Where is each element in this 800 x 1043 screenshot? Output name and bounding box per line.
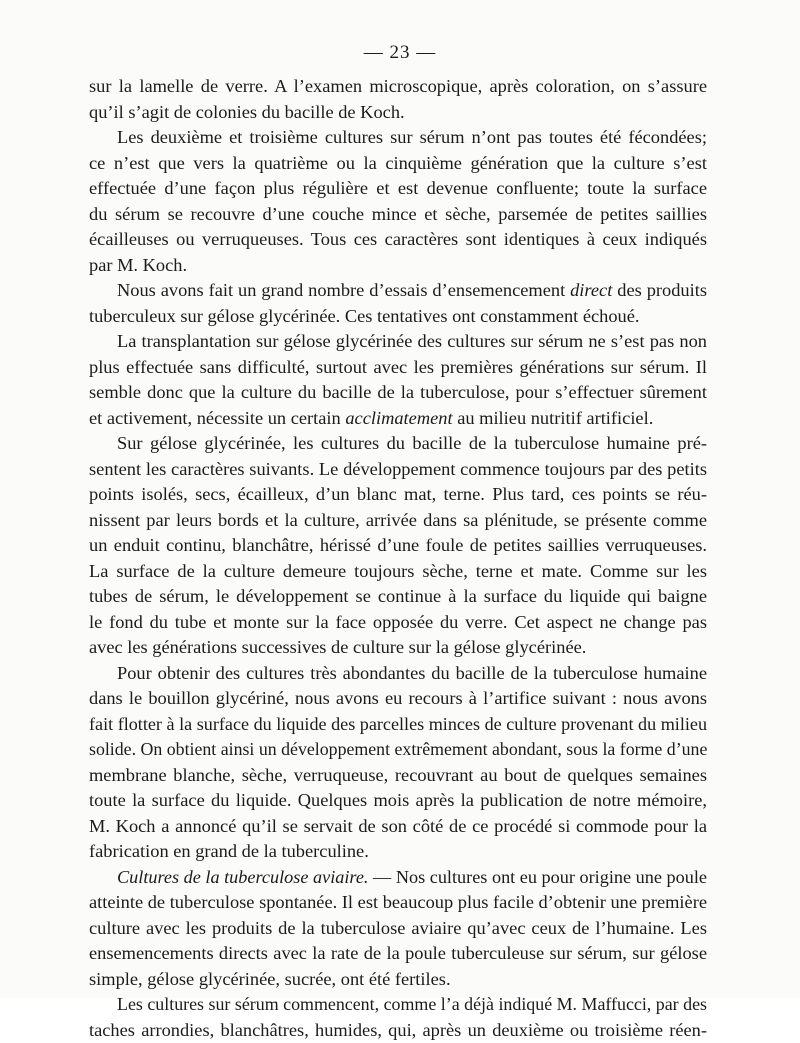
text-run: La transplantation sur gélose glycérinée des cultures sur sérum ne s’est pas non	[117, 331, 707, 351]
text-run: toute la surface du liquide. Quelques mois après la publication de notre mémoire,	[89, 790, 707, 810]
text-run: ensemencements directs avec la rate de la poule tuberculeuse sur sérum, sur gélose	[89, 943, 707, 963]
text-line	[89, 610, 707, 636]
text-line	[89, 788, 707, 814]
text-run: solide. On obtient ainsi un développement extrêmement abondant, sous la forme d’une	[89, 739, 707, 759]
text-run: dans le bouillon glycériné, nous avons eu recours à l’artifice suivant : nous avons	[89, 688, 707, 708]
text-run: M. Koch a annoncé qu’il se servait de son côté de ce procédé si commode pour la	[89, 816, 707, 836]
text-run: effectuée d’une façon plus régulière et est devenue confluente; toute la surface	[89, 178, 707, 198]
text-run: ce n’est que vers la quatrième ou la cinquième génération que la culture s’est	[89, 153, 707, 173]
text-line	[89, 763, 707, 789]
text-run: tubes de sérum, le développement se continue à la surface du liquide qui baigne	[89, 586, 707, 606]
text-run: qu’il s’agit de colonies du bacille de Koch.	[89, 102, 405, 122]
text-run: La surface de la culture demeure toujours sèche, terne et mate. Comme sur les	[89, 561, 707, 581]
text-line	[89, 278, 707, 304]
italic-text-run: acclimatement	[345, 408, 452, 428]
text-run: atteinte de tuberculose spontanée. Il est beaucoup plus facile d’obtenir une première	[89, 892, 707, 912]
text-run: Les deuxième et troisième cultures sur sérum n’ont pas toutes été fécondées;	[117, 127, 707, 147]
text-run: plus effectuée sans difficulté, surtout avec les premières générations sur sérum. Il	[89, 357, 707, 377]
text-run: fait flotter à la surface du liquide des parcelles minces de culture provenant du milieu	[89, 714, 707, 734]
text-line	[89, 890, 707, 916]
text-line	[89, 916, 707, 942]
text-run: sentent les caractères suivants. Le développement commence toujours par des petits	[89, 459, 707, 479]
text-run: au milieu nutritif artificiel.	[453, 408, 654, 428]
italic-text-run: Cultures de la tuberculose aviaire.	[117, 867, 368, 887]
text-line	[89, 814, 707, 840]
text-run: du sérum se recouvre d’une couche mince et sèche, parsemée de petites saillies	[89, 204, 707, 224]
text-run: culture avec les produits de la tuberculose aviaire qu’avec ceux de l’humaine. Les	[89, 918, 707, 938]
text-line	[89, 457, 707, 483]
text-line	[89, 712, 707, 738]
text-line	[89, 686, 707, 712]
text-run: avec les générations successives de culture sur la gélose glycérinée.	[89, 637, 586, 657]
text-line	[89, 329, 707, 355]
text-line	[89, 559, 707, 585]
text-run: Nous avons fait un grand nombre d’essais d’ensemencement	[117, 280, 570, 300]
body-text	[89, 74, 707, 1043]
text-run: fabrication en grand de la tuberculine.	[89, 841, 369, 861]
text-run: Les cultures sur sérum commencent, comme l’a déjà indiqué M. Maffucci, par des	[117, 994, 707, 1014]
italic-text-run: direct	[570, 280, 612, 300]
text-line	[89, 202, 707, 228]
text-run: taches arrondies, blanchâtres, humides, qui, après un deuxième ou troisième réen-	[89, 1020, 707, 1040]
text-run: Sur gélose glycérinée, les cultures du bacille de la tuberculose humaine pré-	[117, 433, 707, 453]
text-line	[89, 431, 707, 457]
text-line	[89, 941, 707, 967]
text-line	[89, 151, 707, 177]
text-run: par M. Koch.	[89, 255, 187, 275]
text-line	[89, 227, 707, 253]
text-line	[89, 865, 707, 891]
text-line	[89, 839, 707, 865]
text-line	[89, 100, 707, 126]
text-line	[89, 992, 707, 1018]
text-run: écailleuses ou verruqueuses. Tous ces caractères sont identiques à ceux indiqués	[89, 229, 707, 249]
text-run: nissent par leurs bords et la culture, arrivée dans sa plénitude, se présente comme	[89, 510, 707, 530]
text-line	[89, 635, 707, 661]
page-number: — 23 —	[0, 42, 800, 64]
text-line	[89, 125, 707, 151]
text-run: — Nos cultures ont eu pour origine une poule	[368, 867, 707, 887]
text-line	[89, 176, 707, 202]
text-line	[89, 253, 707, 279]
text-line	[89, 74, 707, 100]
text-line	[89, 533, 707, 559]
text-line	[89, 967, 707, 993]
text-run: le fond du tube et monte sur la face opposée du verre. Cet aspect ne change pas	[89, 612, 707, 632]
text-line	[89, 508, 707, 534]
text-run: un enduit continu, blanchâtre, hérissé d’une foule de petites saillies verruqueuses.	[89, 535, 707, 555]
text-run: tuberculeux sur gélose glycérinée. Ces tentatives ont constamment échoué.	[89, 306, 640, 326]
text-run: Pour obtenir des cultures très abondantes du bacille de la tuberculose humaine	[117, 663, 707, 683]
text-line	[89, 1018, 707, 1043]
text-line	[89, 406, 707, 432]
text-line	[89, 355, 707, 381]
text-run: sur la lamelle de verre. A l’examen microscopique, après coloration, on s’assure	[89, 76, 707, 96]
text-run: des produits	[612, 280, 707, 300]
text-run: semble donc que la culture du bacille de la tuberculose, pour s’effectuer sûrement	[89, 382, 707, 402]
text-line	[89, 661, 707, 687]
text-run: et activement, nécessite un certain	[89, 408, 345, 428]
text-line	[89, 737, 707, 763]
text-run: membrane blanche, sèche, verruqueuse, recouvrant au bout de quelques semaines	[89, 765, 707, 785]
text-run: points isolés, secs, écailleux, d’un blanc mat, terne. Plus tard, ces points se réu-	[89, 484, 707, 504]
text-line	[89, 304, 707, 330]
text-line	[89, 584, 707, 610]
text-line	[89, 380, 707, 406]
text-run: simple, gélose glycérinée, sucrée, ont été fertiles.	[89, 969, 451, 989]
text-line	[89, 482, 707, 508]
